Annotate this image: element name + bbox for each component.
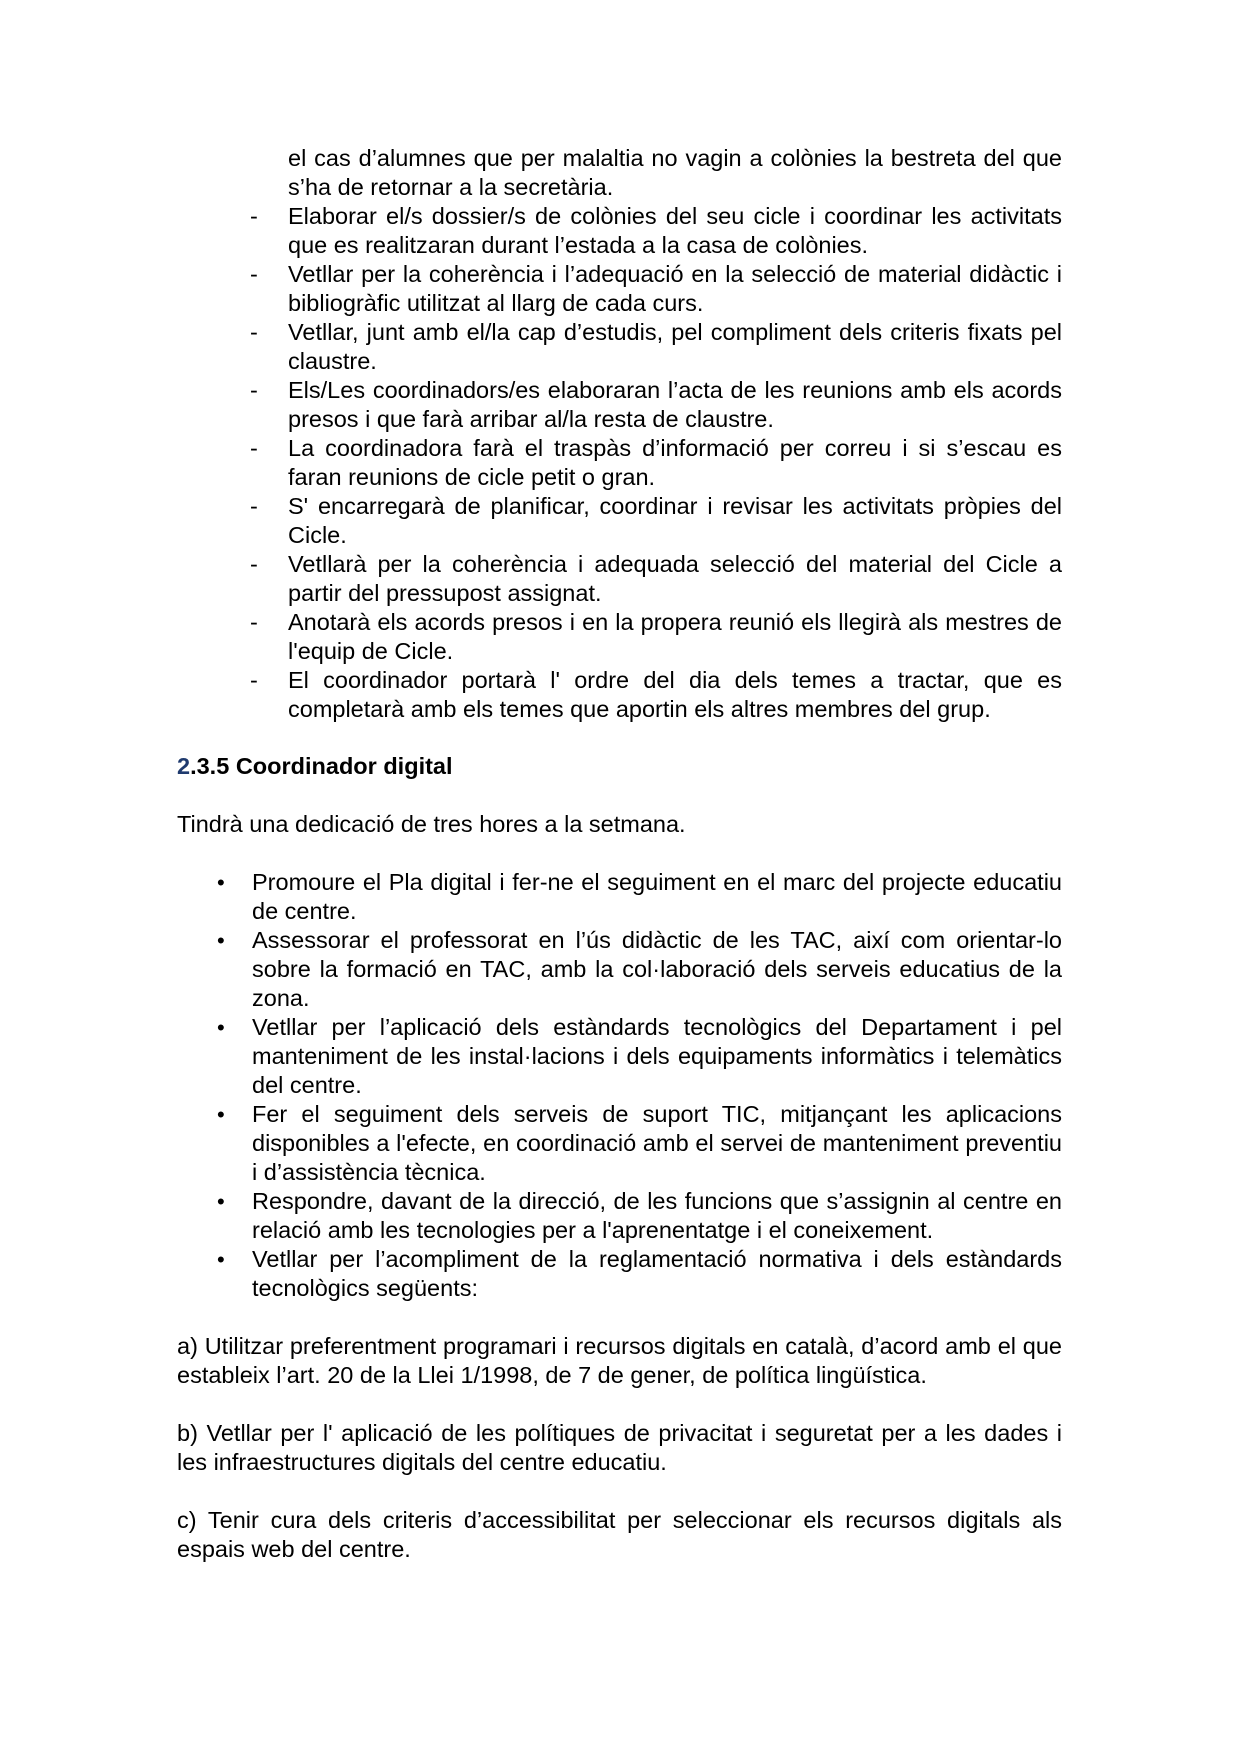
- bullet-marker: •: [217, 1247, 225, 1272]
- section-number-first: 2: [177, 753, 191, 779]
- dash-list-item: [177, 376, 1062, 434]
- dash-marker: -: [250, 319, 258, 345]
- bullet-marker: •: [217, 1189, 225, 1214]
- dash-marker: -: [250, 203, 258, 229]
- spacer: [177, 1477, 1062, 1506]
- paragraph-b: b) Vetllar per l' aplicació de les polítiques de privacitat i seguretat per a les dades i les infraestructures digitals del centre educatiu.: [177, 1420, 1062, 1475]
- dash-marker: -: [250, 667, 258, 693]
- dash-marker: -: [250, 377, 258, 403]
- section-number-rest: .3.5: [190, 753, 230, 779]
- spacer: [177, 1390, 1062, 1419]
- dash-item-text: Els/Les coordinadors/es elaboraran l’acta de les reunions amb els acords presos i que farà arribar al/la resta de claustre.: [288, 377, 1062, 432]
- bullet-list-item: [177, 1100, 1062, 1187]
- dash-item-text: Anotarà els acords presos i en la propera reunió els llegirà als mestres de l'equip de Cicle.: [288, 609, 1062, 664]
- bullet-item-text: Fer el seguiment dels serveis de suport TIC, mitjançant les aplicacions disponibles a l'efecte, en coordinació amb el servei de manteniment preventiu i d’assistència tècnica.: [252, 1101, 1062, 1185]
- dash-marker: -: [250, 493, 258, 519]
- dash-list-item: [177, 318, 1062, 376]
- bullet-list-item: [177, 926, 1062, 1013]
- paragraph-a: a) Utilitzar preferentment programari i recursos digitals en català, d’acord amb el que estableix l’art. 20 de la Llei 1/1998, de 7 de gener, de política lingüística.: [177, 1333, 1062, 1388]
- bullet-list-item: [177, 1013, 1062, 1100]
- bullet-item-text: Respondre, davant de la direcció, de les funcions que s’assignin al centre en relació amb les tecnologies per a l'aprenentatge i el coneixement.: [252, 1188, 1062, 1243]
- bullet-list: [177, 868, 1062, 1303]
- document-content: [177, 144, 1062, 1564]
- dash-item-text: S' encarregarà de planificar, coordinar i revisar les activitats pròpies del Cicle.: [288, 493, 1062, 548]
- dash-list-item: [177, 434, 1062, 492]
- dash-list-item: [177, 550, 1062, 608]
- dash-list: [177, 202, 1062, 724]
- dash-list-item: [177, 608, 1062, 666]
- bullet-marker: •: [217, 870, 225, 895]
- bullet-marker: •: [217, 1102, 225, 1127]
- dash-item-text: El coordinador portarà l' ordre del dia dels temes a tractar, que es completarà amb els temes que aportin els altres membres del grup.: [288, 667, 1062, 722]
- bullet-list-item: [177, 868, 1062, 926]
- bullet-item-text: Vetllar per l’acompliment de la reglamentació normativa i dels estàndards tecnològics següents:: [252, 1246, 1062, 1301]
- bullet-item-text: Assessorar el professorat en l’ús didàctic de les TAC, així com orientar-lo sobre la formació en TAC, amb la col·laboració dels serveis educatius de la zona.: [252, 927, 1062, 1011]
- dash-list-item: [177, 666, 1062, 724]
- bullet-item-text: Vetllar per l’aplicació dels estàndards tecnològics del Departament i pel manteniment de les instal·lacions i dels equipaments informàtics i telemàtics del centre.: [252, 1014, 1062, 1098]
- dash-list-item: [177, 492, 1062, 550]
- dash-list-item: [177, 260, 1062, 318]
- dash-marker: -: [250, 609, 258, 635]
- dash-marker: -: [250, 261, 258, 287]
- dash-item-text: Vetllar, junt amb el/la cap d’estudis, pel compliment dels criteris fixats pel claustre.: [288, 319, 1062, 374]
- bullet-marker: •: [217, 928, 225, 953]
- spacer: [177, 1303, 1062, 1332]
- dash-marker: -: [250, 435, 258, 461]
- dash-marker: -: [250, 551, 258, 577]
- dash-list-item: [177, 202, 1062, 260]
- continued-item-text: el cas d’alumnes que per malaltia no vagin a colònies la bestreta del que s’ha de retornar a la secretària.: [288, 145, 1062, 200]
- bullet-marker: •: [217, 1015, 225, 1040]
- section-title: Coordinador digital: [235, 753, 453, 779]
- spacer: [177, 839, 1062, 868]
- dash-item-text: La coordinadora farà el traspàs d’informació per correu i si s’escau es faran reunions de cicle petit o gran.: [288, 435, 1062, 490]
- dash-item-text: Elaborar el/s dossier/s de colònies del seu cicle i coordinar les activitats que es realitzaran durant l’estada a la casa de colònies.: [288, 203, 1062, 258]
- section-heading: [177, 752, 1062, 781]
- bullet-list-item: [177, 1187, 1062, 1245]
- bullet-item-text: Promoure el Pla digital i fer-ne el seguiment en el marc del projecte educatiu de centre.: [252, 869, 1062, 924]
- bullet-list-item: [177, 1245, 1062, 1303]
- dash-item-text: Vetllar per la coherència i l’adequació en la selecció de material didàctic i bibliogràfic utilitzat al llarg de cada curs.: [288, 261, 1062, 316]
- paragraph-c: c) Tenir cura dels criteris d’accessibilitat per seleccionar els recursos digitals als espais web del centre.: [177, 1507, 1062, 1562]
- dash-item-text: Vetllarà per la coherència i adequada selecció del material del Cicle a partir del pressupost assignat.: [288, 551, 1062, 606]
- intro-paragraph: Tindrà una dedicació de tres hores a la setmana.: [177, 811, 686, 837]
